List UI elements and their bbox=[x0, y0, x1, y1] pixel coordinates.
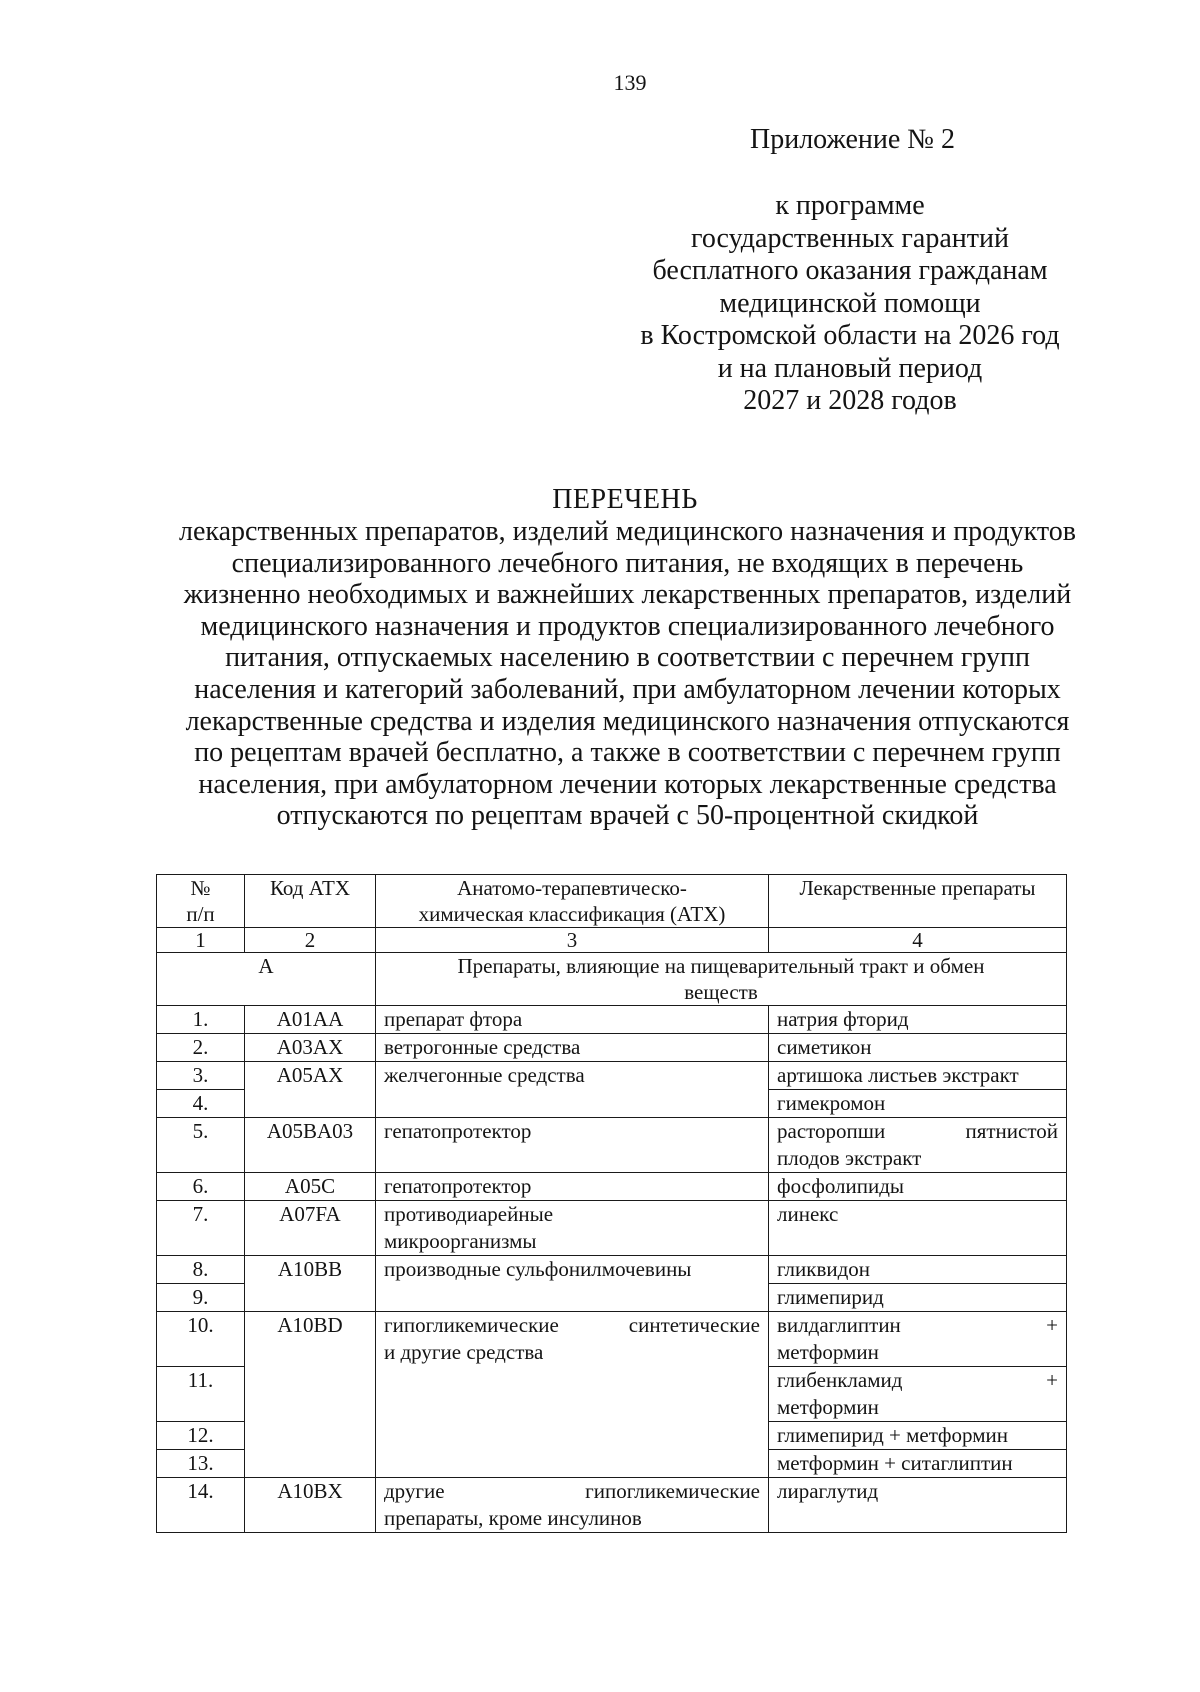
row-class-line: препараты, кроме инсулинов bbox=[384, 1506, 642, 1530]
row-drug: лираглутид bbox=[769, 1478, 1067, 1533]
row-num: 7. bbox=[157, 1201, 245, 1256]
row-code: A05C bbox=[245, 1173, 376, 1201]
row-num: 4. bbox=[157, 1090, 245, 1118]
row-code: A03AX bbox=[245, 1034, 376, 1062]
description-line: питания, отпускаемых населению в соответствии с перечнем групп bbox=[225, 642, 1030, 674]
section-title-line: Препараты, влияющие на пищеварительный тракт и обмен bbox=[457, 954, 985, 978]
description-line: населения, при амбулаторном лечении которых лекарственные средства bbox=[198, 768, 1057, 800]
description-line: отпускаются по рецептам врачей с 50-процентной скидкой bbox=[276, 800, 979, 832]
annex-subtitle bbox=[620, 190, 1080, 418]
table-header-row bbox=[157, 875, 1067, 928]
row-code: A05BA03 bbox=[245, 1118, 376, 1173]
row-drug: артишока листьев экстракт bbox=[769, 1062, 1067, 1090]
header-class-line: Анатомо-терапевтическо- bbox=[457, 876, 687, 900]
table-row bbox=[157, 1201, 1067, 1256]
annex-line: 2027 и 2028 годов bbox=[743, 385, 957, 416]
table-row bbox=[157, 1173, 1067, 1201]
row-num: 8. bbox=[157, 1256, 245, 1284]
row-num: 2. bbox=[157, 1034, 245, 1062]
row-class: производные сульфонилмочевины bbox=[376, 1256, 769, 1312]
row-drug: линекс bbox=[769, 1201, 1067, 1256]
row-num: 10. bbox=[157, 1312, 245, 1367]
description-line: населения и категорий заболеваний, при амбулаторном лечении которых bbox=[194, 673, 1061, 705]
row-num: 9. bbox=[157, 1284, 245, 1312]
section-row bbox=[157, 953, 1067, 1006]
table-row bbox=[157, 1312, 1067, 1367]
table-row bbox=[157, 1256, 1067, 1284]
annex-title: Приложение № 2 bbox=[750, 124, 955, 155]
row-drug: фосфолипиды bbox=[769, 1173, 1067, 1201]
row-drug bbox=[769, 1312, 1067, 1367]
description-line: лекарственные средства и изделия медицинского назначения отпускаются bbox=[185, 705, 1070, 737]
row-num: 14. bbox=[157, 1478, 245, 1533]
annex-line: медицинской помощи bbox=[719, 287, 981, 319]
row-num: 1. bbox=[157, 1006, 245, 1034]
row-code: A10BX bbox=[245, 1478, 376, 1533]
row-class-line: противодиарейные bbox=[384, 1202, 554, 1226]
row-drug: симетикон bbox=[769, 1034, 1067, 1062]
table-row bbox=[157, 1006, 1067, 1034]
drug-list-table bbox=[156, 874, 1067, 1533]
column-number: 2 bbox=[245, 928, 376, 953]
annex-line: бесплатного оказания гражданам bbox=[652, 255, 1048, 286]
header-num-line: № bbox=[190, 876, 211, 900]
row-drug-line: глибенкламид + bbox=[777, 1368, 1058, 1392]
table-row bbox=[157, 1034, 1067, 1062]
row-num: 3. bbox=[157, 1062, 245, 1090]
row-drug-line: вилдаглиптин + bbox=[777, 1313, 1058, 1337]
column-number: 4 bbox=[769, 928, 1067, 953]
row-drug: глимепирид + метформин bbox=[769, 1422, 1067, 1450]
table-row bbox=[157, 1062, 1067, 1090]
document-description bbox=[140, 516, 1115, 832]
header-class bbox=[376, 875, 769, 928]
row-num: 6. bbox=[157, 1173, 245, 1201]
section-title bbox=[376, 953, 1067, 1006]
section-code: А bbox=[157, 953, 376, 1006]
row-drug-line: метформин bbox=[777, 1395, 879, 1419]
row-code: A10BB bbox=[245, 1256, 376, 1312]
row-class bbox=[376, 1201, 769, 1256]
row-drug bbox=[769, 1367, 1067, 1422]
table-row bbox=[157, 1478, 1067, 1533]
row-code: A07FA bbox=[245, 1201, 376, 1256]
row-code: A01AA bbox=[245, 1006, 376, 1034]
header-num-line: п/п bbox=[186, 902, 215, 926]
row-class bbox=[376, 1312, 769, 1478]
column-number: 3 bbox=[376, 928, 769, 953]
row-num: 5. bbox=[157, 1118, 245, 1173]
annex-line: в Костромской области на 2026 год bbox=[640, 320, 1060, 351]
description-line: медицинского назначения и продуктов специализированного лечебного bbox=[200, 610, 1055, 642]
description-line: жизненно необходимых и важнейших лекарственных препаратов, изделий bbox=[183, 579, 1072, 611]
row-class-line: гипогликемические синтетические bbox=[384, 1313, 760, 1337]
table-row bbox=[157, 1118, 1067, 1173]
row-class-line: микроорганизмы bbox=[384, 1229, 537, 1253]
annex-line: к программе bbox=[775, 190, 925, 221]
row-num: 11. bbox=[157, 1367, 245, 1422]
row-drug: метформин + ситаглиптин bbox=[769, 1450, 1067, 1478]
annex-line: государственных гарантий bbox=[691, 222, 1009, 254]
column-number: 1 bbox=[157, 928, 245, 953]
header-class-line: химическая классификация (АТХ) bbox=[418, 902, 726, 926]
row-drug: натрия фторид bbox=[769, 1006, 1067, 1034]
row-drug: гимекромон bbox=[769, 1090, 1067, 1118]
row-drug: глимепирид bbox=[769, 1284, 1067, 1312]
row-class: ветрогонные средства bbox=[376, 1034, 769, 1062]
header-code: Код АТХ bbox=[245, 875, 376, 928]
description-line: специализированного лечебного питания, не входящих в перечень bbox=[231, 547, 1024, 579]
row-code: A05AX bbox=[245, 1062, 376, 1118]
row-drug-line: метформин bbox=[777, 1340, 879, 1364]
row-class: гепатопротектор bbox=[376, 1118, 769, 1173]
row-class: гепатопротектор bbox=[376, 1173, 769, 1201]
row-code: A10BD bbox=[245, 1312, 376, 1478]
row-class-line: другие гипогликемические bbox=[384, 1479, 760, 1503]
row-class: желчегонные средства bbox=[376, 1062, 769, 1118]
section-title-line: веществ bbox=[684, 980, 758, 1004]
row-num: 12. bbox=[157, 1422, 245, 1450]
row-class bbox=[376, 1478, 769, 1533]
header-drugs: Лекарственные препараты bbox=[769, 875, 1067, 928]
row-drug bbox=[769, 1118, 1067, 1173]
header-num bbox=[157, 875, 245, 928]
annex-line: и на плановый период bbox=[717, 352, 983, 384]
row-class: препарат фтора bbox=[376, 1006, 769, 1034]
row-drug: гликвидон bbox=[769, 1256, 1067, 1284]
document-title: ПЕРЕЧЕНЬ bbox=[552, 484, 698, 515]
description-line: по рецептам врачей бесплатно, а также в соответствии с перечнем групп bbox=[194, 737, 1061, 769]
row-drug-line: расторопши пятнистой bbox=[777, 1119, 1058, 1143]
page-number: 139 bbox=[613, 70, 647, 95]
description-line: лекарственных препаратов, изделий медицинского назначения и продуктов bbox=[179, 516, 1076, 547]
row-num: 13. bbox=[157, 1450, 245, 1478]
row-drug-line: плодов экстракт bbox=[777, 1146, 922, 1170]
row-class-line: и другие средства bbox=[384, 1340, 544, 1364]
column-number-row bbox=[157, 928, 1067, 953]
